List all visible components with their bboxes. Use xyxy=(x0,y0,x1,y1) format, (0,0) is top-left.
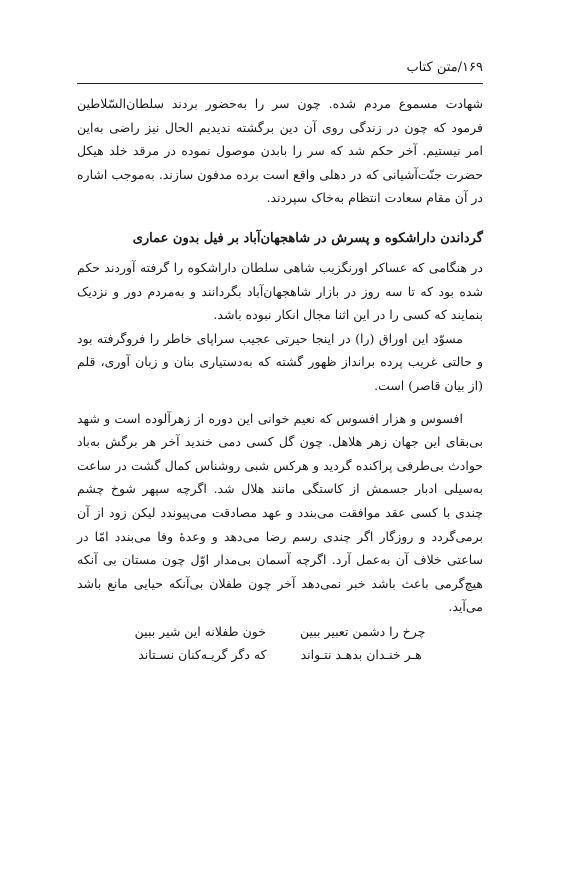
running-head: ۱۶۹/متن کتاب xyxy=(406,60,483,75)
verse-hemistich: چرخ را دشمن تعبیر ببین xyxy=(299,623,426,639)
paragraph: شهادت مسموع مردم شده. چون سر را به‌حضور بردند سلطان‌السّلاطین فرمود که چون در زندگی روی آن دین برگشته ندیدیم الحال نیز راضی به‌این امر نیستیم. آخر حکم شد که سر را بابدن موصول نموده در مرقد خلد هیکل حضرت جنّت‌آشیانی که در دهلی واقع است برده مدفون سازند. به‌موجب اشاره در آن مقام سعادت انتظام به‌خاک سپردند. xyxy=(77,96,483,206)
paragraph: در هنگامی که عساکر اورنگزیب شاهی سلطان داراشکوه را گرفته آوردند حکم شده بود که تا سه روز در بازار شاهجهان‌آباد بگردانند و به‌مردم دور و نزدیک بنمایند که کسی را در این اثنا مجال انکار نبوده باشد. xyxy=(77,259,483,323)
verse-line xyxy=(77,620,483,643)
paragraph: افسوس و هزار افسوس که نعیم خوانی این دوره از زهرآلوده است و شهد بی‌بقای این جهان زهر هلاهل. چون گل کسی دمی خندید آخر هر برگش به‌باد حوادث بی‌طرفی پراکنده گردید و هرکس شبی روشناس کمال گشت در ساعت به‌سیلی ادبار جسمش از کاستگی مانند هلال شد. اگرچه سپهر شوخ چشم چندی با کسی عقد موافقت می‌بندد و عهد مصادقت می‌پیوندد لیکن زود از آن برمی‌گردد و روزگار اگر چندی رسم رضا می‌دهد و وعدهٔ وفا می‌بندد امّا در ساعتی خلاف آن به‌عمل آرد. اگرچه آسمان بی‌مدار اوّل چون مستان بی آنکه هیچ‌گرمی باعث باشد خبر نمی‌دهد آخر چون طفلان بی‌آنکه حیایی مانع باشد می‌آید. xyxy=(77,410,483,615)
section-title: گرداندن داراشکوه و پسرش در شاهجهان‌آباد بر فیل بدون عماری xyxy=(132,230,483,246)
verse-hemistich: خون طفلانه این شیر ببین xyxy=(134,623,266,639)
verse-hemistich: که دگر گریـه‌کنان نسـتاند xyxy=(138,646,267,662)
paragraph: مسوّد این اوراق (را) در اینجا حیرتی عجیب سراپای خاطر را فروگرفته بود و حالتی غریب پرده برانداز ظهور گشته که به‌دستیاری بنان و زبان آوری، قلم (از بیان قاصر) است. xyxy=(77,330,483,393)
verse-line xyxy=(77,643,483,666)
body-text xyxy=(77,90,483,666)
header-rule xyxy=(77,83,483,84)
verse-hemistich: هـر خنـدان بدهـد نتـواند xyxy=(300,646,422,662)
verse-block xyxy=(77,620,483,666)
